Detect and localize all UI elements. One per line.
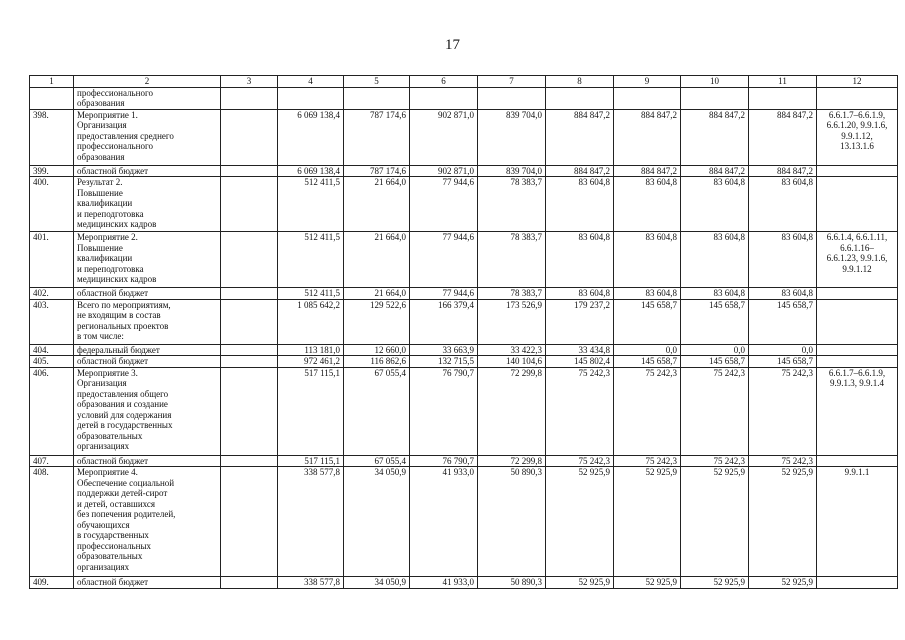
value-cell: 884 847,2	[546, 165, 614, 177]
value-cell: 6 069 138,4	[278, 165, 344, 177]
value-cell: 76 790,7	[410, 367, 478, 455]
value-cell: 41 933,0	[410, 577, 478, 589]
row-number-cell: 404.	[30, 344, 74, 356]
column-3-cell	[221, 344, 278, 356]
reference-cell	[817, 87, 898, 109]
value-cell: 75 242,3	[614, 455, 681, 467]
row-number-cell: 400.	[30, 177, 74, 232]
table-row	[30, 109, 898, 165]
table-row	[30, 344, 898, 356]
value-cell: 52 925,9	[681, 577, 749, 589]
column-header: 11	[749, 76, 817, 88]
reference-cell	[817, 177, 898, 232]
value-cell: 132 715,5	[410, 356, 478, 368]
value-cell: 52 925,9	[546, 467, 614, 577]
column-header: 7	[478, 76, 546, 88]
value-cell: 145 658,7	[681, 299, 749, 344]
value-cell: 77 944,6	[410, 232, 478, 288]
column-3-cell	[221, 455, 278, 467]
reference-cell: 6.6.1.7–6.6.1.9, 9.9.1.3, 9.9.1.4	[817, 367, 898, 455]
value-cell: 83 604,8	[546, 232, 614, 288]
value-cell: 884 847,2	[681, 165, 749, 177]
reference-cell	[817, 455, 898, 467]
row-name-cell: Результат 2. Повышение квалификации и переподготовка медицинских кадров	[74, 177, 221, 232]
value-cell: 83 604,8	[614, 177, 681, 232]
reference-cell	[817, 356, 898, 368]
value-cell	[278, 87, 344, 109]
row-number-cell: 407.	[30, 455, 74, 467]
value-cell: 83 604,8	[681, 288, 749, 300]
value-cell: 884 847,2	[546, 109, 614, 165]
value-cell: 0,0	[749, 344, 817, 356]
header-row	[30, 76, 898, 88]
value-cell: 21 664,0	[344, 177, 410, 232]
table-row	[30, 87, 898, 109]
column-3-cell	[221, 299, 278, 344]
value-cell: 0,0	[681, 344, 749, 356]
value-cell: 166 379,4	[410, 299, 478, 344]
value-cell: 787 174,6	[344, 109, 410, 165]
value-cell: 77 944,6	[410, 177, 478, 232]
value-cell: 83 604,8	[749, 288, 817, 300]
row-name-cell: областной бюджет	[74, 165, 221, 177]
value-cell: 52 925,9	[546, 577, 614, 589]
column-3-cell	[221, 288, 278, 300]
value-cell: 21 664,0	[344, 232, 410, 288]
value-cell: 839 704,0	[478, 109, 546, 165]
reference-cell	[817, 344, 898, 356]
value-cell: 129 522,6	[344, 299, 410, 344]
value-cell: 83 604,8	[681, 177, 749, 232]
row-number-cell: 402.	[30, 288, 74, 300]
table-row	[30, 577, 898, 589]
column-header: 9	[614, 76, 681, 88]
reference-cell: 9.9.1.1	[817, 467, 898, 577]
row-name-cell: федеральный бюджет	[74, 344, 221, 356]
page-number: 17	[445, 37, 460, 53]
row-number-cell: 409.	[30, 577, 74, 589]
value-cell: 517 115,1	[278, 455, 344, 467]
value-cell: 52 925,9	[614, 577, 681, 589]
value-cell: 512 411,5	[278, 288, 344, 300]
row-number-cell: 401.	[30, 232, 74, 288]
reference-cell: 6.6.1.7–6.6.1.9, 6.6.1.20, 9.9.1.6, 9.9.1.12, 13.13.1.6	[817, 109, 898, 165]
value-cell: 884 847,2	[749, 109, 817, 165]
value-cell: 12 660,0	[344, 344, 410, 356]
row-name-cell: областной бюджет	[74, 288, 221, 300]
value-cell	[344, 87, 410, 109]
value-cell: 517 115,1	[278, 367, 344, 455]
value-cell: 6 069 138,4	[278, 109, 344, 165]
value-cell: 52 925,9	[614, 467, 681, 577]
value-cell: 338 577,8	[278, 467, 344, 577]
value-cell: 33 422,3	[478, 344, 546, 356]
reference-cell	[817, 577, 898, 589]
value-cell: 52 925,9	[749, 577, 817, 589]
value-cell: 145 658,7	[614, 356, 681, 368]
value-cell	[546, 87, 614, 109]
value-cell	[681, 87, 749, 109]
value-cell: 884 847,2	[614, 109, 681, 165]
reference-cell	[817, 288, 898, 300]
value-cell: 884 847,2	[681, 109, 749, 165]
value-cell: 512 411,5	[278, 177, 344, 232]
reference-cell	[817, 299, 898, 344]
value-cell: 145 658,7	[749, 299, 817, 344]
row-name-cell: Мероприятие 1. Организация предоставления среднего профессионального образования	[74, 109, 221, 165]
column-header: 4	[278, 76, 344, 88]
value-cell: 972 461,2	[278, 356, 344, 368]
value-cell: 113 181,0	[278, 344, 344, 356]
table-row	[30, 455, 898, 467]
column-3-cell	[221, 367, 278, 455]
value-cell: 75 242,3	[749, 455, 817, 467]
value-cell: 41 933,0	[410, 467, 478, 577]
value-cell: 50 890,3	[478, 577, 546, 589]
row-number-cell: 399.	[30, 165, 74, 177]
column-3-cell	[221, 87, 278, 109]
value-cell	[614, 87, 681, 109]
value-cell: 75 242,3	[546, 367, 614, 455]
column-header: 12	[817, 76, 898, 88]
value-cell: 21 664,0	[344, 288, 410, 300]
column-header: 2	[74, 76, 221, 88]
row-number-cell	[30, 87, 74, 109]
value-cell: 902 871,0	[410, 109, 478, 165]
value-cell: 338 577,8	[278, 577, 344, 589]
value-cell: 83 604,8	[546, 288, 614, 300]
row-name-cell: областной бюджет	[74, 577, 221, 589]
budget-table	[29, 75, 898, 589]
row-name-cell: Всего по мероприятиям, не входящим в состав региональных проектов в том числе:	[74, 299, 221, 344]
value-cell: 75 242,3	[546, 455, 614, 467]
reference-cell	[817, 165, 898, 177]
value-cell: 78 383,7	[478, 177, 546, 232]
value-cell: 72 299,8	[478, 455, 546, 467]
value-cell: 67 055,4	[344, 455, 410, 467]
row-number-cell: 398.	[30, 109, 74, 165]
value-cell: 83 604,8	[546, 177, 614, 232]
row-name-cell: профессионального образования	[74, 87, 221, 109]
row-name-cell: областной бюджет	[74, 455, 221, 467]
column-3-cell	[221, 577, 278, 589]
column-3-cell	[221, 177, 278, 232]
value-cell: 179 237,2	[546, 299, 614, 344]
value-cell: 75 242,3	[681, 367, 749, 455]
value-cell: 33 663,9	[410, 344, 478, 356]
row-number-cell: 405.	[30, 356, 74, 368]
row-number-cell: 408.	[30, 467, 74, 577]
value-cell: 52 925,9	[681, 467, 749, 577]
value-cell: 884 847,2	[614, 165, 681, 177]
value-cell: 145 658,7	[614, 299, 681, 344]
table-row	[30, 356, 898, 368]
value-cell	[478, 87, 546, 109]
value-cell: 33 434,8	[546, 344, 614, 356]
row-name-cell: Мероприятие 3. Организация предоставления общего образования и создание условий для содержания детей в государственных образовательных организациях	[74, 367, 221, 455]
value-cell: 34 050,9	[344, 577, 410, 589]
row-number-cell: 406.	[30, 367, 74, 455]
value-cell: 75 242,3	[681, 455, 749, 467]
value-cell: 78 383,7	[478, 288, 546, 300]
value-cell: 34 050,9	[344, 467, 410, 577]
value-cell: 83 604,8	[614, 232, 681, 288]
reference-cell: 6.6.1.4, 6.6.1.11, 6.6.1.16– 6.6.1.23, 9.9.1.6, 9.9.1.12	[817, 232, 898, 288]
table-row	[30, 177, 898, 232]
column-3-cell	[221, 356, 278, 368]
value-cell: 145 802,4	[546, 356, 614, 368]
value-cell: 83 604,8	[749, 177, 817, 232]
column-header: 5	[344, 76, 410, 88]
value-cell: 902 871,0	[410, 165, 478, 177]
value-cell: 512 411,5	[278, 232, 344, 288]
value-cell: 1 085 642,2	[278, 299, 344, 344]
table-row	[30, 165, 898, 177]
column-header: 1	[30, 76, 74, 88]
column-header: 6	[410, 76, 478, 88]
value-cell: 50 890,3	[478, 467, 546, 577]
value-cell: 77 944,6	[410, 288, 478, 300]
column-header: 3	[221, 76, 278, 88]
value-cell: 52 925,9	[749, 467, 817, 577]
value-cell: 76 790,7	[410, 455, 478, 467]
value-cell: 787 174,6	[344, 165, 410, 177]
value-cell: 78 383,7	[478, 232, 546, 288]
row-name-cell: Мероприятие 2. Повышение квалификации и переподготовка медицинских кадров	[74, 232, 221, 288]
table-row	[30, 232, 898, 288]
value-cell: 173 526,9	[478, 299, 546, 344]
value-cell	[749, 87, 817, 109]
value-cell: 72 299,8	[478, 367, 546, 455]
value-cell: 0,0	[614, 344, 681, 356]
value-cell	[410, 87, 478, 109]
value-cell: 75 242,3	[749, 367, 817, 455]
column-header: 10	[681, 76, 749, 88]
value-cell: 75 242,3	[614, 367, 681, 455]
table-row	[30, 467, 898, 577]
row-name-cell: областной бюджет	[74, 356, 221, 368]
table-row	[30, 288, 898, 300]
row-number-cell: 403.	[30, 299, 74, 344]
value-cell: 67 055,4	[344, 367, 410, 455]
value-cell: 839 704,0	[478, 165, 546, 177]
column-header: 8	[546, 76, 614, 88]
value-cell: 145 658,7	[749, 356, 817, 368]
row-name-cell: Мероприятие 4. Обеспечение социальной поддержки детей-сирот и детей, оставшихся без попечения родителей, обучающихся в государственных профессиональных образовательных организациях	[74, 467, 221, 577]
table-row	[30, 299, 898, 344]
value-cell: 116 862,6	[344, 356, 410, 368]
value-cell: 140 104,6	[478, 356, 546, 368]
column-3-cell	[221, 232, 278, 288]
table-row	[30, 367, 898, 455]
column-3-cell	[221, 109, 278, 165]
value-cell: 83 604,8	[681, 232, 749, 288]
column-3-cell	[221, 165, 278, 177]
value-cell: 83 604,8	[749, 232, 817, 288]
value-cell: 884 847,2	[749, 165, 817, 177]
column-3-cell	[221, 467, 278, 577]
value-cell: 145 658,7	[681, 356, 749, 368]
value-cell: 83 604,8	[614, 288, 681, 300]
